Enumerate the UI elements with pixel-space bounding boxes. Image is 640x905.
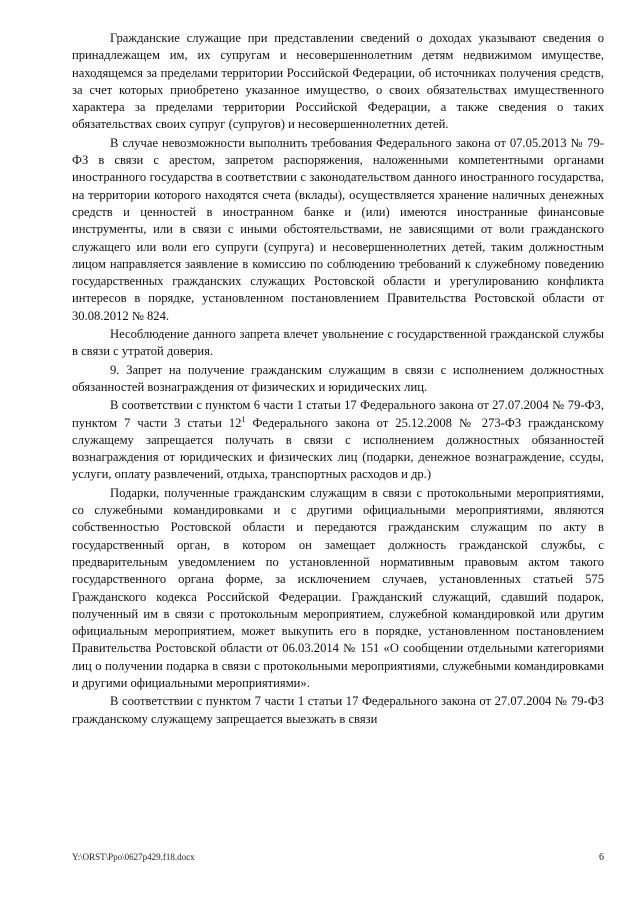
- footer-file-path: Y:\ORST\Ppo\0627p429.f18.docx: [72, 852, 195, 862]
- superscript-marker: 1: [241, 414, 246, 424]
- paragraph-section-9-heading: 9. Запрет на получение гражданским служащим в связи с исполнением должностных обязанностей вознаграждения от физических и юридических лиц.: [72, 362, 604, 394]
- page-number: 6: [599, 852, 604, 863]
- paragraph-legal-reference-start: В соответствии с пунктом 6 части 1 статьи 17 Федерального закона от 27.07.2004 № 79-ФЗ, пунктом 7 части 3 статьи 12: [72, 398, 604, 430]
- paragraph-foreign-property: Гражданские служащие при представлении сведений о доходах указывают сведения о принадлежащем им, их супругам и несовершеннолетним детям недвижимом имуществе, находящемся за пределами территории Российской Федерации, об источниках получения средств, за счет которых приобретено указанное имущество, о своих обязательствах имущественного характера за пределами территории Российской Федерации, а также сведения о таких обязательствах своих супруг (супругов) и несовершеннолетних детей.: [72, 31, 604, 132]
- paragraph-travel-ban: В соответствии с пунктом 7 части 1 статьи 17 Федерального закона от 27.07.2004 № 79-ФЗ гражданскому служащему запрещается выезжать в связи: [72, 694, 604, 726]
- paragraph-legal-reference-end: Федерального закона от 25.12.2008 № 273-ФЗ гражданскому служащему запрещается получать в связи с исполнением должностных обязанностей вознаграждения от юридических и физических лиц (подарки, денежное вознаграждение, ссуды, услуги, оплату развлечений, отдыха, транспортных расходов и др.): [72, 415, 604, 482]
- document-body: [72, 30, 604, 728]
- paragraph-impossibility: В случае невозможности выполнить требования Федерального закона от 07.05.2013 № 79-ФЗ в связи с арестом, запретом распоряжения, наложенными компетентными органами иностранного государства в соответствии с законодательством данного иностранного государства, на территории которого находятся счета (вклады), осуществляется хранение наличных денежных средств и ценностей в иностранном банке и (или) имеются иностранные финансовые инструменты, или в связи с иными обстоятельствами, не зависящими от воли гражданского служащего или воли его супруги (супруга) и несовершеннолетних детей, таким должностным лицом направляется заявление в комиссию по соблюдению требований к служебному поведению государственных гражданских служащих Ростовской области и урегулированию конфликта интересов в порядке, установленном постановлением Правительства Ростовской области от 30.08.2012 № 824.: [72, 135, 604, 323]
- paragraph-dismissal: Несоблюдение данного запрета влечет увольнение с государственной гражданской службы в связи с утратой доверия.: [72, 327, 604, 359]
- paragraph-legal-reference: [72, 397, 604, 483]
- paragraph-gifts: Подарки, полученные гражданским служащим в связи с протокольными мероприятиями, со служебными командировками и с другими официальными мероприятиями, являются собственностью Ростовской области и передаются гражданским служащим по акту в государственный орган, в котором он замещает должность гражданской службы, с предварительным уведомлением по установленной нормативным правовым актом такого государственного органа форме, за исключением случаев, установленных статьей 575 Гражданского кодекса Российской Федерации. Гражданский служащий, сдавший подарок, полученный им в связи с протокольным мероприятием, служебной командировкой или другим официальным мероприятием, может выкупить его в порядке, установленном постановлением Правительства Ростовской области от 06.03.2014 № 151 «О сообщении отдельными категориями лиц о получении подарка в связи с протокольными мероприятиями, служебными командировками и другими официальными мероприятиями».: [72, 485, 604, 690]
